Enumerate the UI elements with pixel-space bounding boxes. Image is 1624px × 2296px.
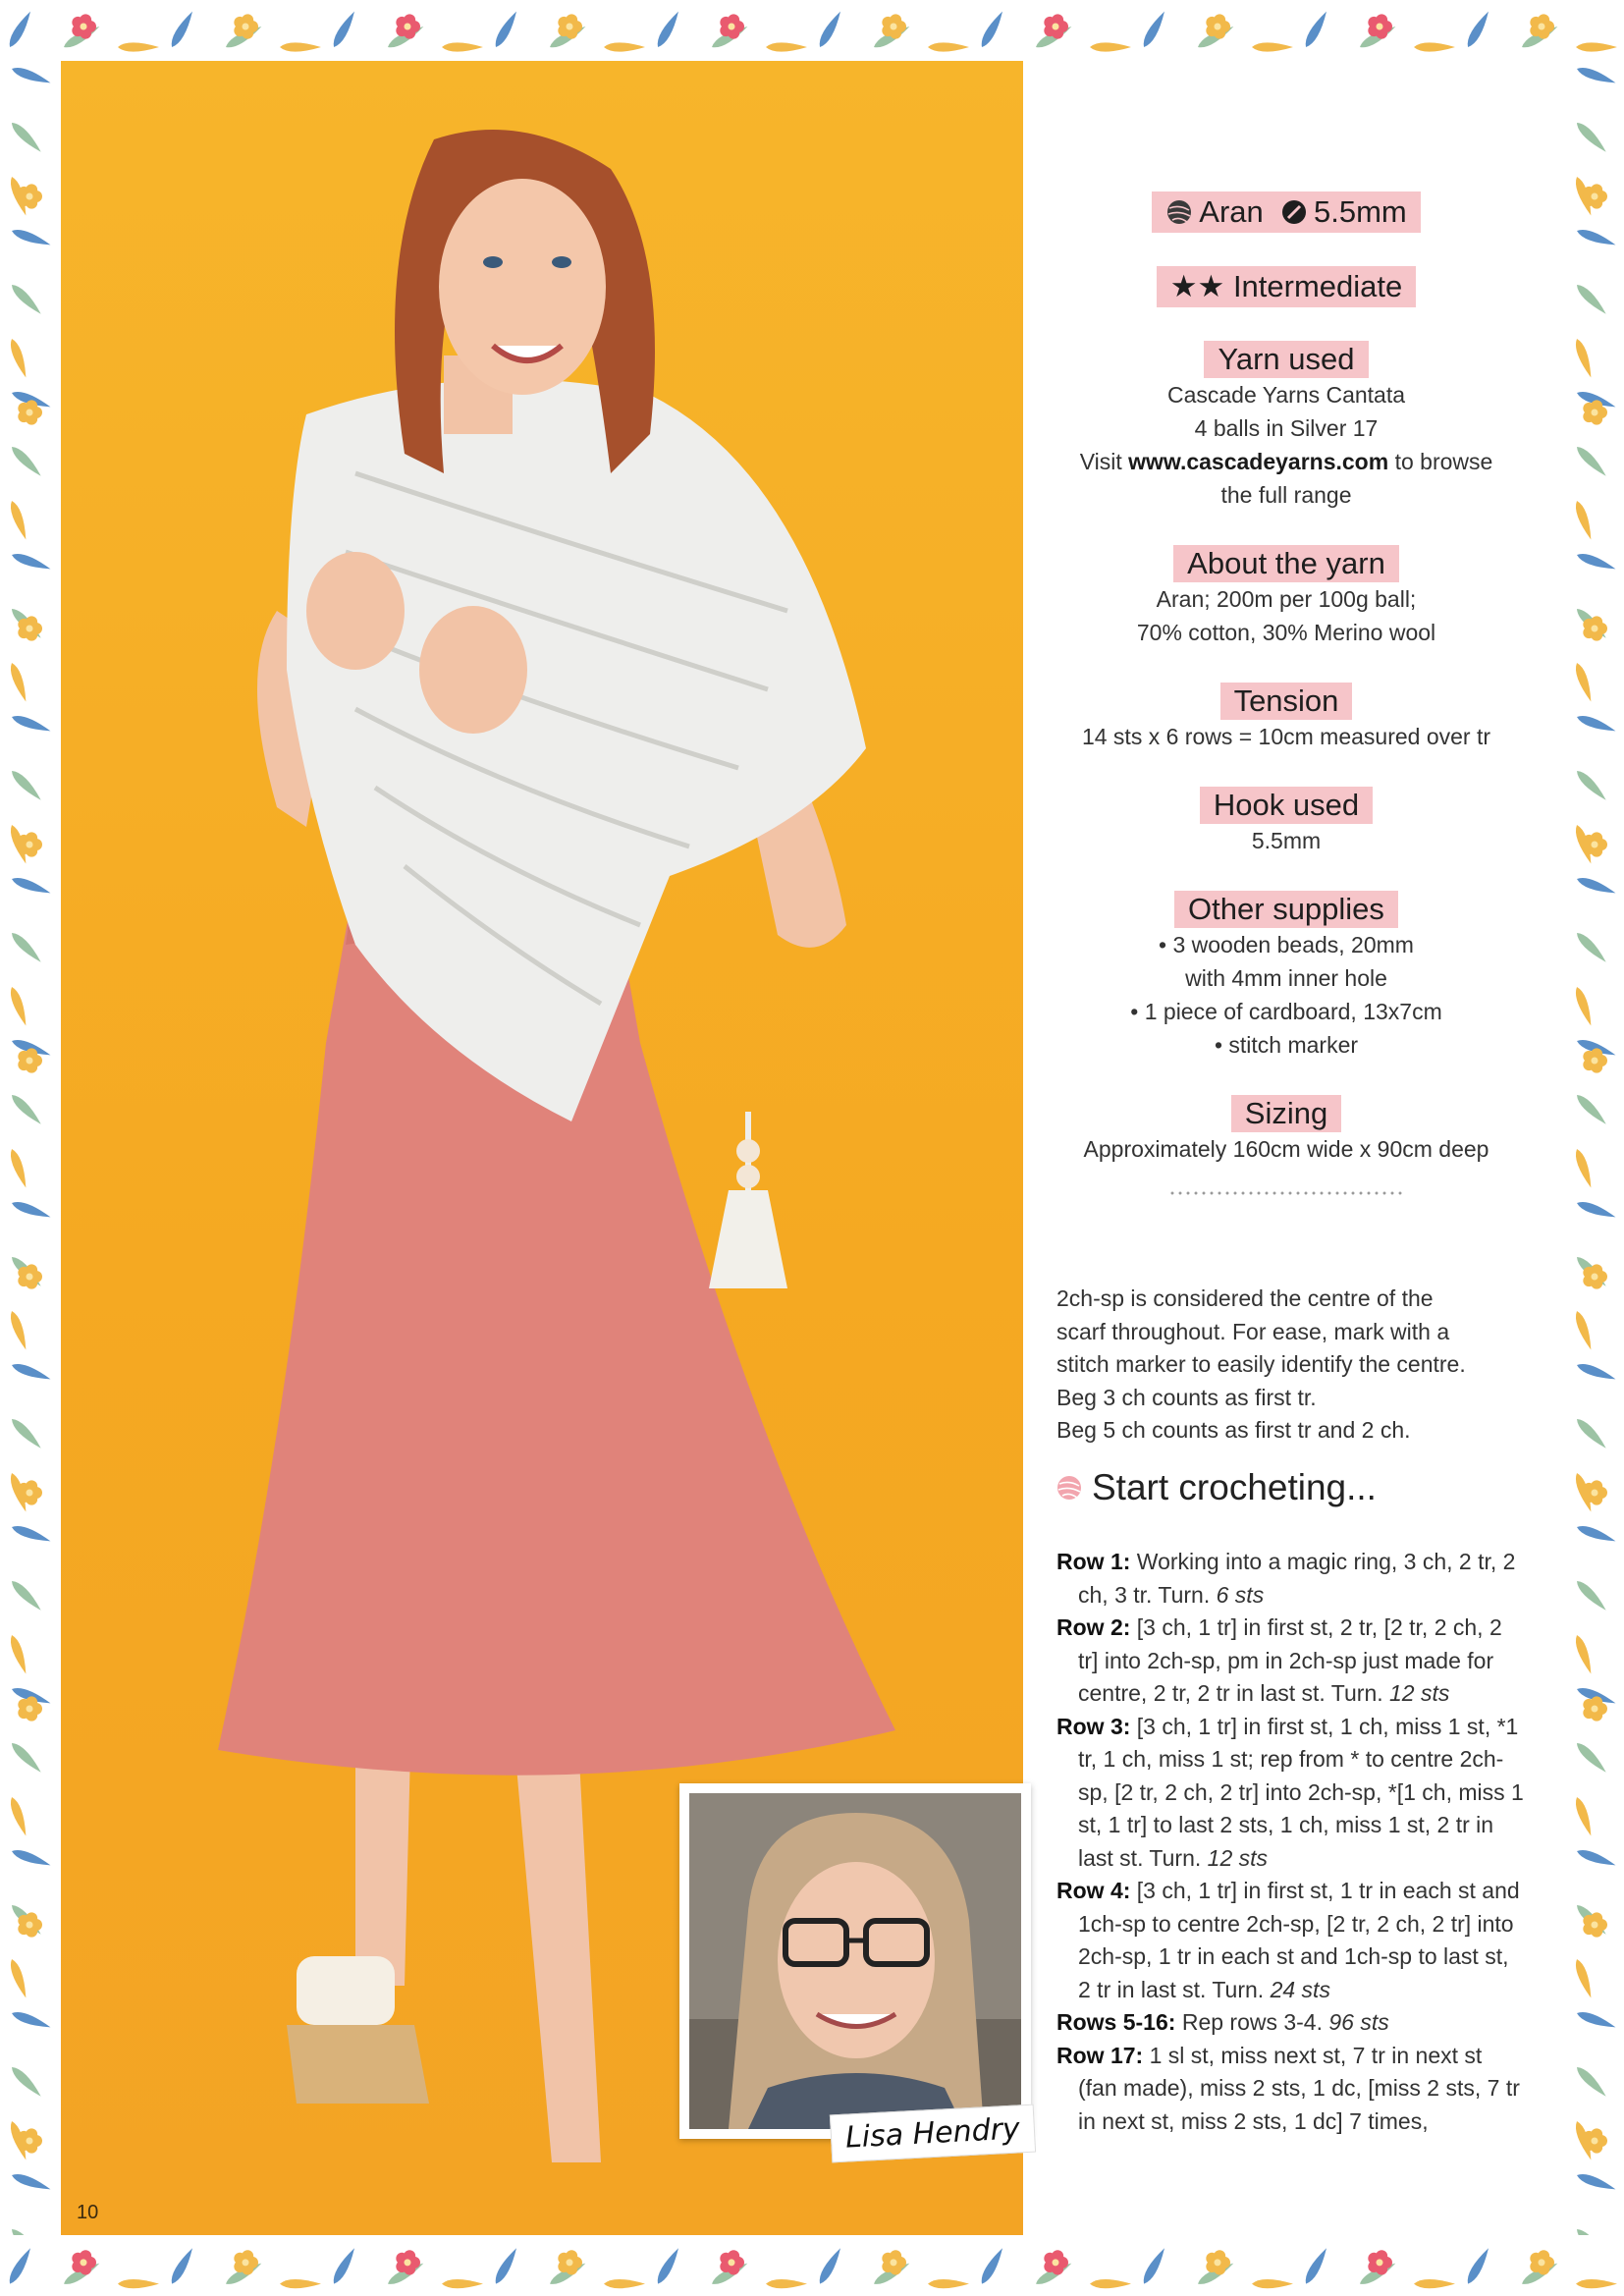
hook-gauge-icon — [1280, 198, 1308, 226]
row-label: Row 1: — [1056, 1549, 1131, 1574]
yarn-quantity: 4 balls in Silver 17 — [1194, 415, 1379, 441]
leaf-ornament — [766, 2279, 807, 2288]
leaf-ornament — [1576, 2279, 1617, 2288]
leaf-ornament — [928, 2279, 969, 2288]
supply-item: • 1 piece of cardboard, 13x7cm — [1051, 995, 1522, 1028]
about-yarn-title: About the yarn — [1173, 545, 1399, 582]
row-instruction — [1056, 2040, 1526, 2139]
leaf-ornament — [1574, 282, 1609, 317]
pattern-rows — [1056, 1546, 1526, 2138]
star-rating-icon: ★★ — [1169, 269, 1225, 303]
supply-item: • stitch marker — [1051, 1028, 1522, 1062]
flower-ornament — [234, 2250, 258, 2274]
leaf-ornament — [9, 1092, 44, 1127]
leaf-ornament — [816, 2246, 844, 2286]
flower-ornament — [18, 616, 42, 640]
leaf-ornament — [654, 2246, 682, 2286]
flower-ornament — [1583, 616, 1607, 640]
flower-ornament — [558, 2250, 582, 2274]
flower-ornament — [234, 14, 258, 38]
row-instruction — [1056, 1612, 1526, 1711]
row-text: 1 sl st, miss next st, 7 tr in next st (fan made), miss 2 sts, 1 dc, [miss 2 sts, 7 tr in next st, miss 2 sts, 1 dc] 7 times, — [1078, 2042, 1520, 2134]
leaf-ornament — [1574, 930, 1609, 965]
tension-title: Tension — [1220, 683, 1353, 720]
row-instruction — [1056, 2006, 1526, 2040]
note-line: Beg 5 ch counts as first tr and 2 ch. — [1056, 1417, 1411, 1443]
row-text: [3 ch, 1 tr] in first st, 1 ch, miss 1 st, *1 tr, 1 ch, miss 1 st; rep from * to centre 2ch-sp, [2 tr, 2 ch, 2 tr] into 2ch-sp, *[1 ch, miss 1 st, 1 tr] to last 2 sts, 1 ch, miss 1 st, 2 tr in last st. Turn. — [1078, 1713, 1524, 1871]
leaf-ornament — [1573, 499, 1596, 541]
leaf-ornament — [9, 1578, 44, 1613]
leaf-ornament — [1140, 2246, 1168, 2286]
leaf-ornament — [1414, 42, 1455, 51]
leaf-ornament — [1574, 2064, 1609, 2100]
floral-border-right — [1565, 59, 1624, 2235]
row-label: Row 17: — [1056, 2042, 1144, 2068]
leaf-ornament — [1575, 713, 1617, 736]
leaf-ornament — [978, 9, 1006, 49]
leaf-ornament — [816, 9, 844, 49]
leaf-ornament — [1574, 1740, 1609, 1776]
leaf-ornament — [654, 9, 682, 49]
flower-ornament — [1368, 14, 1392, 38]
leaf-ornament — [1090, 2279, 1131, 2288]
flower-ornament — [396, 14, 420, 38]
leaf-ornament — [1464, 9, 1492, 49]
leaf-ornament — [9, 1740, 44, 1776]
leaf-ornament — [1573, 1795, 1596, 1837]
flower-ornament — [1583, 1912, 1607, 1937]
leaf-ornament — [1575, 65, 1617, 87]
flower-ornament — [1044, 14, 1068, 38]
sizing-title: Sizing — [1231, 1095, 1341, 1132]
leaf-ornament — [8, 661, 30, 703]
weight-hook-badge — [1152, 191, 1420, 233]
leaf-ornament — [9, 2226, 44, 2235]
leaf-ornament — [1302, 9, 1330, 49]
leaf-ornament — [9, 930, 44, 965]
leaf-ornament — [1575, 2009, 1617, 2032]
floral-border-left — [0, 59, 59, 2235]
level-label: Intermediate — [1232, 269, 1403, 303]
start-crocheting-heading — [1056, 1467, 1377, 1508]
leaf-ornament — [9, 1416, 44, 1451]
pattern-info — [1051, 157, 1522, 1195]
designer-portrait — [689, 1793, 1021, 2129]
hook-used-value: 5.5mm — [1251, 828, 1322, 853]
flower-ornament — [1583, 832, 1607, 856]
level-badge — [1157, 266, 1417, 307]
leaf-ornament — [1574, 1092, 1609, 1127]
leaf-ornament — [10, 713, 52, 736]
row-text: Rep rows 3-4. — [1175, 2009, 1329, 2035]
leaf-ornament — [1575, 1361, 1617, 1384]
leaf-ornament — [10, 875, 52, 898]
yarn-ball-icon — [1056, 1475, 1082, 1501]
row-label: Row 2: — [1056, 1614, 1131, 1640]
leaf-ornament — [10, 65, 52, 87]
leaf-ornament — [1090, 42, 1131, 51]
weight-hook-badge-row — [1051, 191, 1522, 233]
flower-ornament — [72, 2250, 96, 2274]
leaf-ornament — [6, 2246, 34, 2286]
leaf-ornament — [10, 2171, 52, 2194]
hook-used-section — [1051, 787, 1522, 857]
flower-ornament — [1583, 1264, 1607, 1288]
leaf-ornament — [1575, 875, 1617, 898]
row-instruction — [1056, 1546, 1526, 1612]
leaf-ornament — [9, 768, 44, 803]
yarn-name: Cascade Yarns Cantata — [1166, 382, 1406, 408]
other-supplies-section — [1051, 891, 1522, 1062]
leaf-ornament — [1573, 1147, 1596, 1189]
note-line: stitch marker to easily identify the centre. — [1056, 1351, 1466, 1377]
leaf-ornament — [1575, 551, 1617, 574]
leaf-ornament — [118, 42, 159, 51]
leaf-ornament — [10, 227, 52, 249]
supply-item-continued: with 4mm inner hole — [1185, 965, 1387, 991]
leaf-ornament — [330, 2246, 358, 2286]
designer-photo — [679, 1783, 1031, 2139]
leaf-ornament — [9, 120, 44, 155]
leaf-ornament — [766, 42, 807, 51]
leaf-ornament — [8, 1147, 30, 1189]
leaf-ornament — [168, 2246, 196, 2286]
leaf-ornament — [10, 1523, 52, 1546]
leaf-ornament — [1464, 2246, 1492, 2286]
leaf-ornament — [1574, 1578, 1609, 1613]
row-label: Row 3: — [1056, 1713, 1131, 1739]
row-instruction — [1056, 1711, 1526, 1876]
flower-ornament — [72, 14, 96, 38]
note-line: 2ch-sp is considered the centre of the — [1056, 1285, 1434, 1311]
leaf-ornament — [8, 499, 30, 541]
leaf-ornament — [118, 2279, 159, 2288]
page-number: 10 — [77, 2202, 99, 2223]
leaf-ornament — [1573, 985, 1596, 1027]
flower-ornament — [18, 1912, 42, 1937]
leaf-ornament — [1573, 1309, 1596, 1351]
weight-label: Aran — [1199, 194, 1264, 229]
leaf-ornament — [1252, 42, 1293, 51]
visit-prefix: Visit — [1079, 449, 1129, 474]
leaf-ornament — [1574, 1416, 1609, 1451]
yarn-url-link[interactable]: www.cascadeyarns.com — [1128, 449, 1389, 474]
other-supplies-title: Other supplies — [1174, 891, 1398, 928]
yarn-visit-line — [1051, 445, 1522, 478]
leaf-ornament — [1574, 768, 1609, 803]
leaf-ornament — [1252, 2279, 1293, 2288]
row-text: [3 ch, 1 tr] in first st, 1 tr in each st and 1ch-sp to centre 2ch-sp, [2 tr, 2 ch, 2 tr] into 2ch-sp, 1 tr in each st and 1ch-sp to last st, 2 tr in last st. Turn. — [1078, 1878, 1520, 2002]
yarn-ball-icon — [1165, 198, 1193, 226]
leaf-ornament — [10, 551, 52, 574]
leaf-ornament — [330, 9, 358, 49]
leaf-ornament — [9, 2064, 44, 2100]
leaf-ornament — [8, 1795, 30, 1837]
leaf-ornament — [1575, 227, 1617, 249]
row-instruction — [1056, 1875, 1526, 2006]
flower-ornament — [1530, 14, 1554, 38]
hook-used-title: Hook used — [1200, 787, 1373, 824]
leaf-ornament — [442, 42, 483, 51]
leaf-ornament — [1576, 42, 1617, 51]
leaf-ornament — [1414, 2279, 1455, 2288]
flower-ornament — [18, 2128, 42, 2153]
flower-ornament — [18, 184, 42, 208]
row-text: [3 ch, 1 tr] in first st, 2 tr, [2 tr, 2 ch, 2 tr] into 2ch-sp, pm in 2ch-sp just made for centre, 2 tr, 2 tr in last st. Turn. — [1078, 1614, 1502, 1706]
level-badge-row — [1051, 266, 1522, 307]
yarn-range: the full range — [1220, 482, 1352, 508]
leaf-ornament — [492, 9, 520, 49]
row-stitch-count: 12 sts — [1389, 1680, 1450, 1706]
sizing-section — [1051, 1095, 1522, 1166]
flower-ornament — [1206, 2250, 1230, 2274]
flower-ornament — [1206, 14, 1230, 38]
leaf-ornament — [168, 9, 196, 49]
leaf-ornament — [1573, 1633, 1596, 1675]
flower-ornament — [720, 14, 744, 38]
flower-ornament — [1583, 184, 1607, 208]
note-line: scarf throughout. For ease, mark with a — [1056, 1318, 1450, 1344]
leaf-ornament — [928, 42, 969, 51]
leaf-ornament — [8, 1309, 30, 1351]
pattern-notes — [1056, 1283, 1526, 1448]
flower-ornament — [1368, 2250, 1392, 2274]
leaf-ornament — [8, 337, 30, 379]
flower-ornament — [1583, 1480, 1607, 1504]
leaf-ornament — [280, 42, 321, 51]
supplies-list — [1051, 928, 1522, 1062]
supply-item: • 3 wooden beads, 20mm — [1051, 928, 1522, 961]
leaf-ornament — [1575, 1199, 1617, 1222]
leaf-ornament — [604, 42, 645, 51]
leaf-ornament — [6, 9, 34, 49]
flower-ornament — [18, 832, 42, 856]
row-stitch-count: 12 sts — [1207, 1844, 1269, 1871]
flower-ornament — [720, 2250, 744, 2274]
dotted-divider — [1168, 1191, 1404, 1195]
leaf-ornament — [1573, 1957, 1596, 1999]
leaf-ornament — [1574, 2226, 1609, 2235]
flower-ornament — [1044, 2250, 1068, 2274]
leaf-ornament — [10, 2009, 52, 2032]
floral-border-top — [0, 0, 1624, 59]
flower-ornament — [882, 14, 906, 38]
leaf-ornament — [10, 1847, 52, 1870]
row-stitch-count: 24 sts — [1270, 1976, 1330, 2002]
row-label: Row 4: — [1056, 1878, 1131, 1903]
leaf-ornament — [1574, 120, 1609, 155]
leaf-ornament — [9, 444, 44, 479]
yarn-used-section — [1051, 341, 1522, 512]
flower-ornament — [558, 14, 582, 38]
tension-section — [1051, 683, 1522, 753]
leaf-ornament — [442, 2279, 483, 2288]
leaf-ornament — [1575, 2171, 1617, 2194]
leaf-ornament — [280, 2279, 321, 2288]
flower-ornament — [1583, 2128, 1607, 2153]
leaf-ornament — [8, 1957, 30, 1999]
leaf-ornament — [1573, 337, 1596, 379]
leaf-ornament — [492, 2246, 520, 2286]
row-stitch-count: 96 sts — [1328, 2009, 1389, 2035]
about-yarn-section — [1051, 545, 1522, 649]
row-stitch-count: 6 sts — [1216, 1581, 1265, 1608]
row-label: Rows 5-16: — [1056, 2009, 1176, 2035]
leaf-ornament — [604, 2279, 645, 2288]
leaf-ornament — [1575, 1847, 1617, 1870]
leaf-ornament — [10, 1361, 52, 1384]
start-heading-text: Start crocheting... — [1092, 1467, 1377, 1507]
leaf-ornament — [1140, 9, 1168, 49]
about-yarn-line1: Aran; 200m per 100g ball; — [1156, 586, 1417, 612]
leaf-ornament — [10, 1199, 52, 1222]
row-text: Working into a magic ring, 3 ch, 2 tr, 2 ch, 3 tr. Turn. — [1078, 1549, 1516, 1608]
floral-border-bottom — [0, 2235, 1624, 2296]
tension-value: 14 sts x 6 rows = 10cm measured over tr — [1081, 724, 1491, 749]
leaf-ornament — [8, 985, 30, 1027]
flower-ornament — [882, 2250, 906, 2274]
flower-ornament — [18, 1480, 42, 1504]
yarn-used-title: Yarn used — [1204, 341, 1368, 378]
leaf-ornament — [1302, 2246, 1330, 2286]
flower-ornament — [1530, 2250, 1554, 2274]
designer-name: Lisa Hendry — [830, 2105, 1036, 2163]
leaf-ornament — [8, 1633, 30, 1675]
leaf-ornament — [1575, 1523, 1617, 1546]
flower-ornament — [396, 2250, 420, 2274]
leaf-ornament — [1574, 444, 1609, 479]
hook-size-label: 5.5mm — [1313, 194, 1407, 229]
leaf-ornament — [9, 282, 44, 317]
about-yarn-line2: 70% cotton, 30% Merino wool — [1136, 620, 1436, 645]
leaf-ornament — [978, 2246, 1006, 2286]
sizing-value: Approximately 160cm wide x 90cm deep — [1083, 1136, 1489, 1162]
note-line: Beg 3 ch counts as first tr. — [1056, 1384, 1317, 1410]
leaf-ornament — [1573, 661, 1596, 703]
flower-ornament — [18, 1264, 42, 1288]
visit-suffix: to browse — [1388, 449, 1493, 474]
